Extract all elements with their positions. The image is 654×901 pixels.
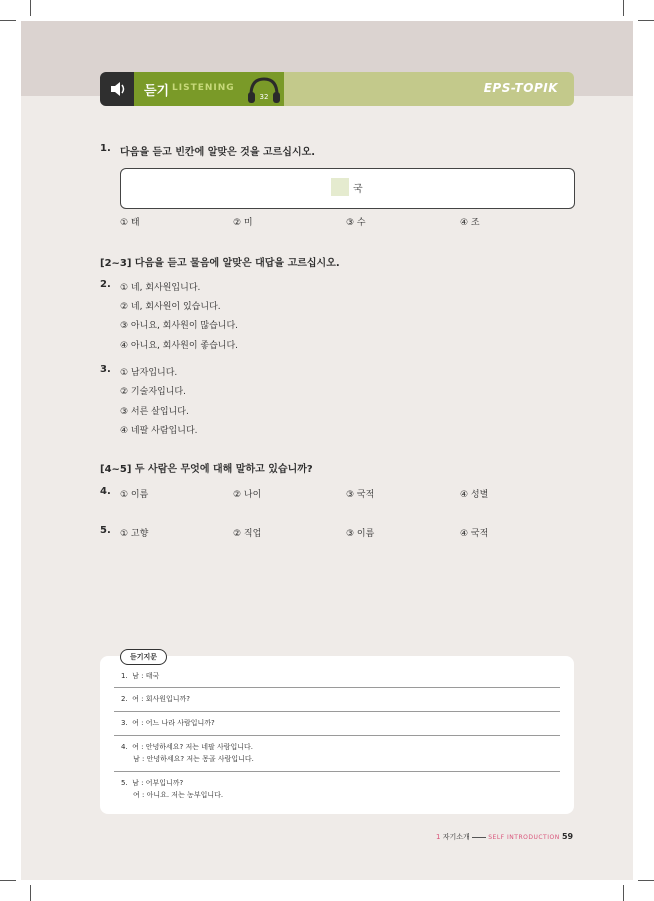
q4-number: 4. [100,486,111,497]
q3-option-4[interactable]: ④ 네팔 사람입니다. [120,426,198,436]
script-item-number: 1. [121,672,128,680]
crop-mark [638,20,654,21]
section-45-title: [4~5] 두 사람은 무엇에 대해 말하고 있습니까? [100,464,313,475]
divider [114,711,560,712]
chapter-title: 자기소개 [442,833,470,841]
script-item [121,717,559,729]
crop-mark [623,0,624,16]
q4-option-4[interactable]: ④ 성별 [460,490,489,500]
page-number: 59 [561,832,574,841]
script-item-number: 4. [121,743,128,751]
q5-number: 5. [100,525,111,536]
script-item [121,777,559,801]
script-item-number: 3. [121,719,128,727]
script-item [121,670,559,682]
crop-mark [0,880,16,881]
q1-box-text: 국 [353,184,363,195]
q1-text: 다음을 듣고 빈칸에 알맞은 것을 고르십시오. [120,147,316,158]
chapter-number: 1 [436,833,441,841]
q4-option-2[interactable]: ② 나이 [233,490,262,500]
q5-option-4[interactable]: ④ 국적 [460,529,489,539]
footer-english: SELF INTRODUCTION [488,834,560,841]
script-line: 여 : 회사원입니까? [132,695,190,703]
q3-option-2[interactable]: ② 기술자입니다. [120,387,186,397]
q1-option-4[interactable]: ④ 조 [460,218,480,228]
header-subtitle: LISTENING [172,83,235,93]
script-line: 남 : 태국 [132,672,160,680]
divider [114,735,560,736]
q5-option-2[interactable]: ② 직업 [233,529,262,539]
crop-mark [638,880,654,881]
footer-rule [472,837,486,838]
script-line: 여 : 아니요. 저는 농부입니다. [133,791,224,799]
script-item-number: 5. [121,779,128,787]
brand-logo: EPS-TOPIK [483,81,558,95]
header-brand-area [284,72,574,106]
q3-option-1[interactable]: ① 남자입니다. [120,368,178,378]
script-line: 여 : 어느 나라 사람입니까? [132,719,215,727]
q2-option-4[interactable]: ④ 아니요, 회사원이 좋습니다. [120,341,239,351]
script-item [121,693,559,705]
script-line: 남 : 어부입니까? [132,779,184,787]
section-header [100,72,574,106]
q5-option-3[interactable]: ③ 이름 [346,529,375,539]
listening-script-box [100,653,574,814]
script-item [121,741,559,765]
script-line: 남 : 안녕하세요? 저는 몽골 사람입니다. [133,755,254,763]
q2-option-3[interactable]: ③ 아니요, 회사원이 많습니다. [120,321,239,331]
q4-option-3[interactable]: ③ 국적 [346,490,375,500]
section-23-title: [2~3] 다음을 듣고 물음에 알맞은 대답을 고르십시오. [100,258,340,269]
script-item-number: 2. [121,695,128,703]
q3-option-3[interactable]: ③ 서른 살입니다. [120,407,189,417]
q1-number: 1. [100,143,111,154]
q2-option-1[interactable]: ① 네, 회사원입니다. [120,283,201,293]
divider [114,771,560,772]
speaker-icon [100,72,134,106]
crop-mark [30,885,31,901]
script-line: 여 : 안녕하세요? 저는 네팔 사람입니다. [132,743,253,751]
q1-option-2[interactable]: ② 미 [233,218,253,228]
q1-option-3[interactable]: ③ 수 [346,218,366,228]
listening-label-area [134,72,284,106]
q3-number: 3. [100,364,111,375]
divider [114,687,560,688]
script-label: 듣기지문 [120,649,167,665]
q4-option-1[interactable]: ① 이름 [120,490,149,500]
q1-blank [331,178,349,196]
track-number: 32 [259,93,269,101]
q5-option-1[interactable]: ① 고향 [120,529,149,539]
crop-mark [0,20,16,21]
q2-number: 2. [100,279,111,290]
q1-answer-box [120,168,575,209]
q2-option-2[interactable]: ② 네, 회사원이 있습니다. [120,302,221,312]
headphones-icon [246,75,282,105]
crop-mark [30,0,31,16]
header-title: 듣기 [144,84,170,99]
speaker-badge [100,72,134,106]
q1-option-1[interactable]: ① 태 [120,218,140,228]
crop-mark [623,885,624,901]
footer [436,832,573,842]
